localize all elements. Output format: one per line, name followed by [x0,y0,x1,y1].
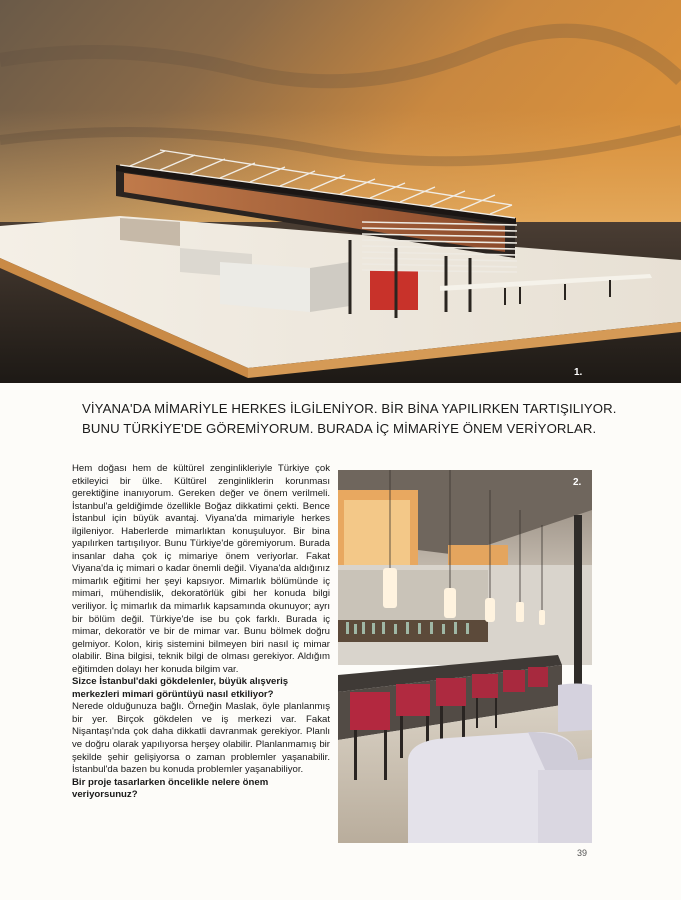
article-paragraph-1: Hem doğası hem de kültürel zenginlikleriyle Türkiye çok etkileyici bir ülke. Kültürel zenginliklerin korunması gerektiğine inanıyorum. Gereken değer ve önem verilmeli. İstanbul'a geldiğimde özellikle Boğaz dikkatimi çekti. Bence İstanbul için büyük avantaj. Viyana'da mimariyle herkes ilgileniyor. Haberlerde mimarlıktan konuşuluyor. Bir bina yapılırken tartışılıyor. Bunu Türkiye'de göremiyorum. Burada insanlar daha çok iç mimariye önem veriyorlar. Fakat Viyana'da iç mimari o kadar önemli değil. Viyana'da aldığınız mimarlık eğitimi her şeyi kapsıyor. Mimarlık bölümünde iç mimari, mühendislik, dekoratörlük gibi her konuda bilgi veriliyor. İç mimarlık da mimarlık kapsamında okunuyor; ayrı bir bölüm değil. Türkiye'de ise bu çok farklı. Burada iç mimar, dekoratör ve bir de mimar var. Bunu bölmek doğru gelmiyor. Kolon, kiriş sistemini bilmeyen biri nasıl iç mimar olabilir. Bina bilgisi, teknik bilgi de olması gerekiyor. Aldığım eğitimden dolayı her konuda bilgim var. [72,463,330,675]
article-paragraph-2: Nerede olduğunuza bağlı. Örneğin Maslak, öyle planlanmış bir yer. Birçok gökdelen ve iş merkezi var. Fakat Nişantaşı'nda çok daha dikkatli davranmak gerekiyor. Planlı ve doğru olarak yapılıyorsa herşey olabilir. Planlanmamış bir şekilde şehir gelişiyorsa o zaman problemler yaşanabilir. İstanbul'da bazen bu konuda problemler yaşanabiliyor. [72,701,330,776]
figure-2-label: 2. [573,477,582,488]
figure-1-label: 1. [574,367,583,378]
model-illustration [0,0,681,383]
interview-question-2: Bir proje tasarlarken öncelikle nelere önem veriyorsunuz? [72,776,269,801]
article-body [72,463,330,802]
architectural-model-photo [0,0,681,383]
pull-quote-line-2: BUNU TÜRKİYE'DE GÖREMİYORUM. BURADA İÇ MİMARİYE ÖNEM VERİYORLAR. [82,421,597,436]
interview-question-1: Sizce İstanbul'daki gökdelenler, büyük alışveriş merkezleri mimari görüntüyü nasıl etkiliyor? [72,676,289,700]
page-number: 39 [577,848,588,858]
interior-illustration [338,470,592,843]
pull-quote [82,399,617,439]
pull-quote-line-1: VİYANA'DA MİMARİYLE HERKES İLGİLENİYOR. BİR BİNA YAPILIRKEN TARTIŞILIYOR. [82,401,617,416]
restaurant-interior-photo [338,470,592,843]
